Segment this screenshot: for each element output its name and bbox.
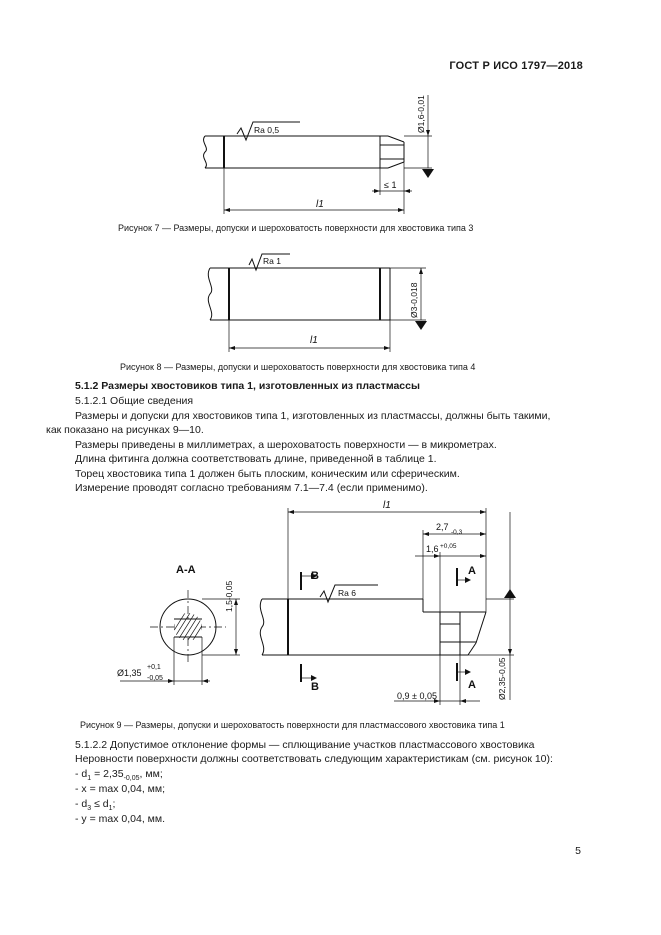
figure-8-diameter-label: Ø3-0,018 [409,282,419,318]
figure-9-dim-27: 2,7 [436,522,449,532]
figure-9-small-dia-tol-low: -0,05 [147,675,163,682]
subsection-form-deviation: 5.1.2.2 Допустимое отклонение формы — сплющивание участков пластмассового хвостовика [75,739,535,751]
paragraph-5: Измерение проводят согласно требованиям 7.1—7.4 (если применимо). [75,482,428,494]
paragraph-6: Неровности поверхности должны соответствовать следующим характеристикам (см. рисунок 10): [75,753,553,765]
figure-7-roughness-label: Ra 0,5 [254,125,280,135]
cut-b-top-label: B [311,570,319,582]
paragraph-4: Торец хвостовика типа 1 должен быть плоским, коническим или сферическим. [75,468,460,480]
figure-9-small-dia: Ø1,35 [117,668,142,678]
figure-8-length-label: l1 [310,335,318,346]
figure-9-roughness-label: Ra 6 [338,588,356,598]
page-number: 5 [575,845,581,857]
figure-7-length-label: l1 [316,199,324,210]
figure-9-length-label: l1 [383,500,391,511]
list-item-y: - y = max 0,04, мм. [75,813,166,825]
figure-9-dim-16: 1,6 [426,544,439,554]
list-item-d1: - $d_1 = 2,35_{-0,05}$, мм; [75,768,163,783]
cut-a-top-label: A [468,565,476,577]
paragraph-3: Длина фитинга должна соответствовать длине, приведенной в таблице 1. [75,453,437,465]
paragraph-1-line-2: как показано на рисунках 9—10. [46,424,204,436]
figure-9-flat-dim: 1,5-0,05 [224,580,234,612]
section-heading: 5.1.2 Размеры хвостовиков типа 1, изготовленных из пластмассы [75,380,420,392]
subsection-general: 5.1.2.1 Общие сведения [75,395,194,407]
figure-9-small-dia-tol-up: +0,1 [147,664,161,671]
paragraph-2: Размеры приведены в миллиметрах, а шероховатость поверхности — в микрометрах. [75,439,497,451]
figure-8-caption: Рисунок 8 — Размеры, допуски и шероховатость поверхности для хвостовика типа 4 [120,362,476,372]
figure-7-caption: Рисунок 7 — Размеры, допуски и шероховатость поверхности для хвостовика типа 3 [118,223,474,233]
list-item-d3: - $d_3 \le d_1$; [75,798,116,813]
figure-9-dim-09: 0,9 ± 0,05 [397,691,437,701]
document-header: ГОСТ Р ИСО 1797—2018 [449,60,583,72]
cut-b-bottom-label: B [311,681,319,693]
cut-a-bottom-label: A [468,679,476,691]
list-item-x: - x = max 0,04, мм; [75,783,166,795]
paragraph-1-line-1: Размеры и допуски для хвостовиков типа 1, изготовленных из пластмассы, должны быть такими, [75,410,551,422]
section-aa-label: A-A [176,564,196,576]
figure-9-caption: Рисунок 9 — Размеры, допуски и шероховатость поверхности для пластмассового хвостовика типа 1 [80,720,505,730]
figure-7-diameter-label: Ø1,6-0,01 [416,95,426,133]
figure-9-dim-235: Ø2,35-0,05 [497,657,507,700]
figure-8-roughness-label: Ra 1 [263,256,281,266]
figure-9-dim-16-tol: +0,05 [440,543,457,550]
figure-7-chamfer-label: ≤ 1 [384,180,397,190]
figure-9-dim-27-tol: -0,3 [451,529,463,536]
